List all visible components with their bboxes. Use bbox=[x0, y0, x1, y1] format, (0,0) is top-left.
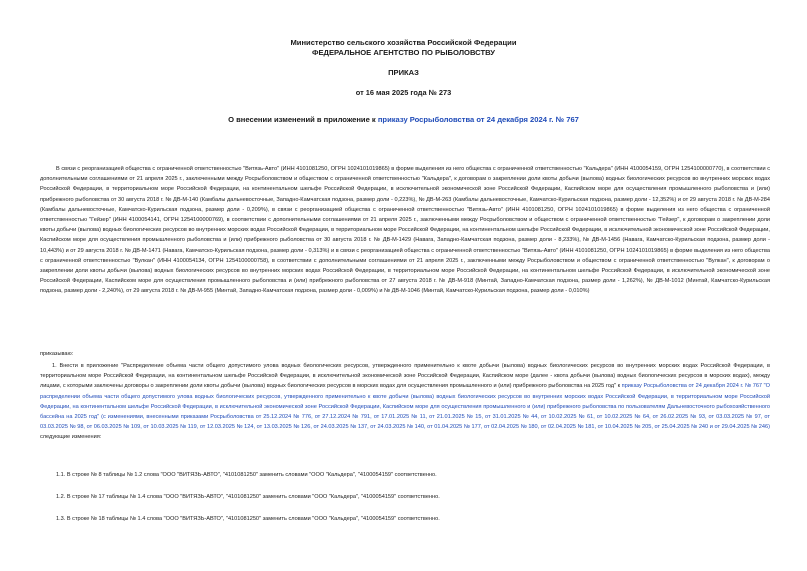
item-1-paragraph bbox=[40, 361, 770, 443]
ministry-title: Министерство сельского хозяйства Российской Федерации bbox=[290, 38, 517, 47]
item-1-suffix: следующие изменения: bbox=[40, 434, 102, 441]
subject-order-link[interactable]: приказу Росрыболовства от 24 декабря 2024 г. № 767 bbox=[377, 115, 579, 124]
subitem-1-3: 1.3. В строке № 18 таблицы № 1.4 слова "ООО "ВИТЯЗЬ-АВТО", "4101081250" заменить словами "ООО "Кальдера", "4100054159" соответственно. bbox=[56, 516, 440, 522]
subitem-1-2: 1.2. В строке № 17 таблицы № 1.4 слова "ООО "ВИТЯЗЬ-АВТО", "4101081250" заменить словами "ООО "Кальдера", "4100054159" соответственно. bbox=[56, 494, 440, 500]
item-1-prefix: 1. Внести в приложение "Распределение объема части общего допустимого улова водных биологических ресурсов, утвержденного применительно к квоте добычи (вылова) водных биологических ресурсов во внутренних морских водах Российской Федерации, в территориальном море Российской Федерации, на континентальном шельфе Российской Федерации, в исключительной экономической зоне Российской Федерации, Каспийском море (далее - квота добычи (вылова) водных биологических ресурсов в морских водах), между лицами, с которыми заключены договоры о закреплении доли квоты добычи (вылова) водных биологических ресурсов в морских водах для осуществления промышленного и (или) прибрежного рыболовства на 2025 год" к bbox=[40, 363, 770, 390]
item-1-order-link[interactable]: приказу Росрыболовства от 24 декабря 2024 г. № 767 "О распределении объема части общего допустимого улова водных биологических ресурсов, утвержденного применительно к квоте добычи (вылова) водных биологических ресурсов во внутренних морских водах Российской Федерации, в территориальном море Российской Федерации, на континентальном шельфе Российской Федерации, в исключительной экономической зоне Российской Федерации, Каспийском море для осуществления промышленного и (или) прибрежного рыболовства по пользователям Дальневосточного рыбохозяйственного бассейна на 2025 год" (с изменениями, внесенными приказами Росрыболовства от 25.12.2024 № 776, от 27.12.2024 № 791, от 17.01.2025 № 11, от 21.01.2025 № 15, от 31.01.2025 № 44, от 10.02.2025 № 61, от 10.02.2025 № 64, от 26.02.2025 № 93, от 03.03.2025 № 97, от 03.03.2025 № 98, от 06.03.2025 № 109, от 10.03.2025 № 119, от 12.03.2025 № 124, от 13.03.2025 № 126, от 24.03.2025 № 137, от 24.03.2025 № 140, от 01.04.2025 № 177, от 02.04.2025 № 180, от 02.04.2025 № 181, от 10.04.2025 № 205, от 25.04.2025 № 240 и от 29.04.2025 № 246) bbox=[40, 383, 770, 431]
intro-paragraph: В связи с реорганизацией общества с ограниченной ответственностью "Витязь-Авто" (ИНН 4101081250, ОГРН 1024101019865) в форме выделения из него общества с ограниченной ответственностью "Кальдера" (ИНН 4100054159, ОГРН 1254100000770), в соответствии с дополнительными соглашениями от 21 апреля 2025 г., заключенными между Росрыболовством и обществом с ограниченной ответственностью "Кальдера", к договорам о закреплении доли квоты добычи (вылова) водных биологических ресурсов во внутренних морских водах Российской Федерации, в территориальном море Российской Федерации, на континентальном шельфе Российской Федерации, в исключительной экономической зоне Российской Федерации, Каспийском море для осуществления промышленного рыболовства и (или) прибрежного рыболовства от 30 августа 2018 г. № ДВ-М-140 (Камбалы дальневосточные, Западно-Камчатская подзона, размер доли - 0,223%), № ДВ-М-263 (Камбалы дальневосточные, Камчатско-Курильская подзона, размер доли - 12,352%) и от 29 августа 2018 г. № ДВ-М-284 (Камбалы дальневосточные, Камчатско-Курильская подзона, размер доли - 0,209%), в связи с реорганизацией общества с ограниченной ответственностью "Витязь-Авто" (ИНН 4101081250, ОГРН 1024101019865) в форме выделения из него общества с ограниченной ответственностью "Гейзер" (ИНН 4100054141, ОГРН 1254100000769), в соответствии с дополнительными соглашениями от 21 апреля 2025 г., заключенными между Росрыболовством и обществом с ограниченной ответственностью "Гейзер", к договорам о закреплении доли квоты добычи (вылова) водных биологических ресурсов во внутренних морских водах Российской Федерации, в территориальном море Российской Федерации, на континентальном шельфе Российской Федерации, в исключительной экономической зоне Российской Федерации, Каспийском море для осуществления промышленного рыболовства и (или) прибрежного рыболовства от 30 августа 2018 г. № ДВ-М-1429 (Навага, Западно-Камчатская подзона, размер доли - 8,233%), № ДВ-М-1456 (Навага, Камчатско-Курильская подзона, размер доли - 10,443%) и от 29 августа 2018 г. № ДВ-М-1471 (Навага, Камчатско-Курильская подзона, размер доли - 0,313%) и в связи с реорганизацией общества с ограниченной ответственностью "Витязь-Авто" (ИНН 4101081250, ОГРН 1024101019865) в форме выделения из него общества с ограниченной ответственностью "Вулкан" (ИНН 4100054134, ОГРН 1254100000758), в соответствии с дополнительными соглашениями от 21 апреля 2025 г., заключенными между Росрыболовством и обществом с ограниченной ответственностью "Вулкан", к договорам о закреплении доли квоты добычи (вылова) водных биологических ресурсов во внутренних морских водах Российской Федерации, в территориальном море Российской Федерации, на континентальном шельфе Российской Федерации, в исключительной экономической зоне Российской Федерации, Каспийском море для осуществления промышленного рыболовства и (или) прибрежного рыболовства от 27 августа 2018 г. № ДВ-М-918 (Минтай, Западно-Камчатская подзона, размер доли - 1,262%), № ДВ-М-1012 (Минтай, Камчатско-Курильская подзона, размер доли - 2,240%), от 29 августа 2018 г. № ДВ-М-955 (Минтай, Западно-Камчатская подзона, размер доли - 0,009%) и № ДВ-М-1046 (Минтай, Камчатско-Курильская подзона, размер доли - 0,010%) bbox=[40, 166, 770, 295]
ordered-label: приказываю: bbox=[40, 351, 74, 357]
document-type: ПРИКАЗ bbox=[388, 68, 419, 77]
document-subject bbox=[0, 115, 807, 125]
document-date-number: от 16 мая 2025 года № 273 bbox=[355, 88, 452, 97]
subject-prefix: О внесении изменений в приложение к bbox=[228, 115, 378, 124]
agency-title: ФЕДЕРАЛЬНОЕ АГЕНТСТВО ПО РЫБОЛОВСТВУ bbox=[312, 48, 495, 57]
subitem-1-1: 1.1. В строке № 8 таблицы № 1.2 слова "ООО "ВИТЯЗЬ-АВТО", "4101081250" заменить словами "ООО "Кальдера", "4100054159" соответственно. bbox=[56, 472, 437, 478]
